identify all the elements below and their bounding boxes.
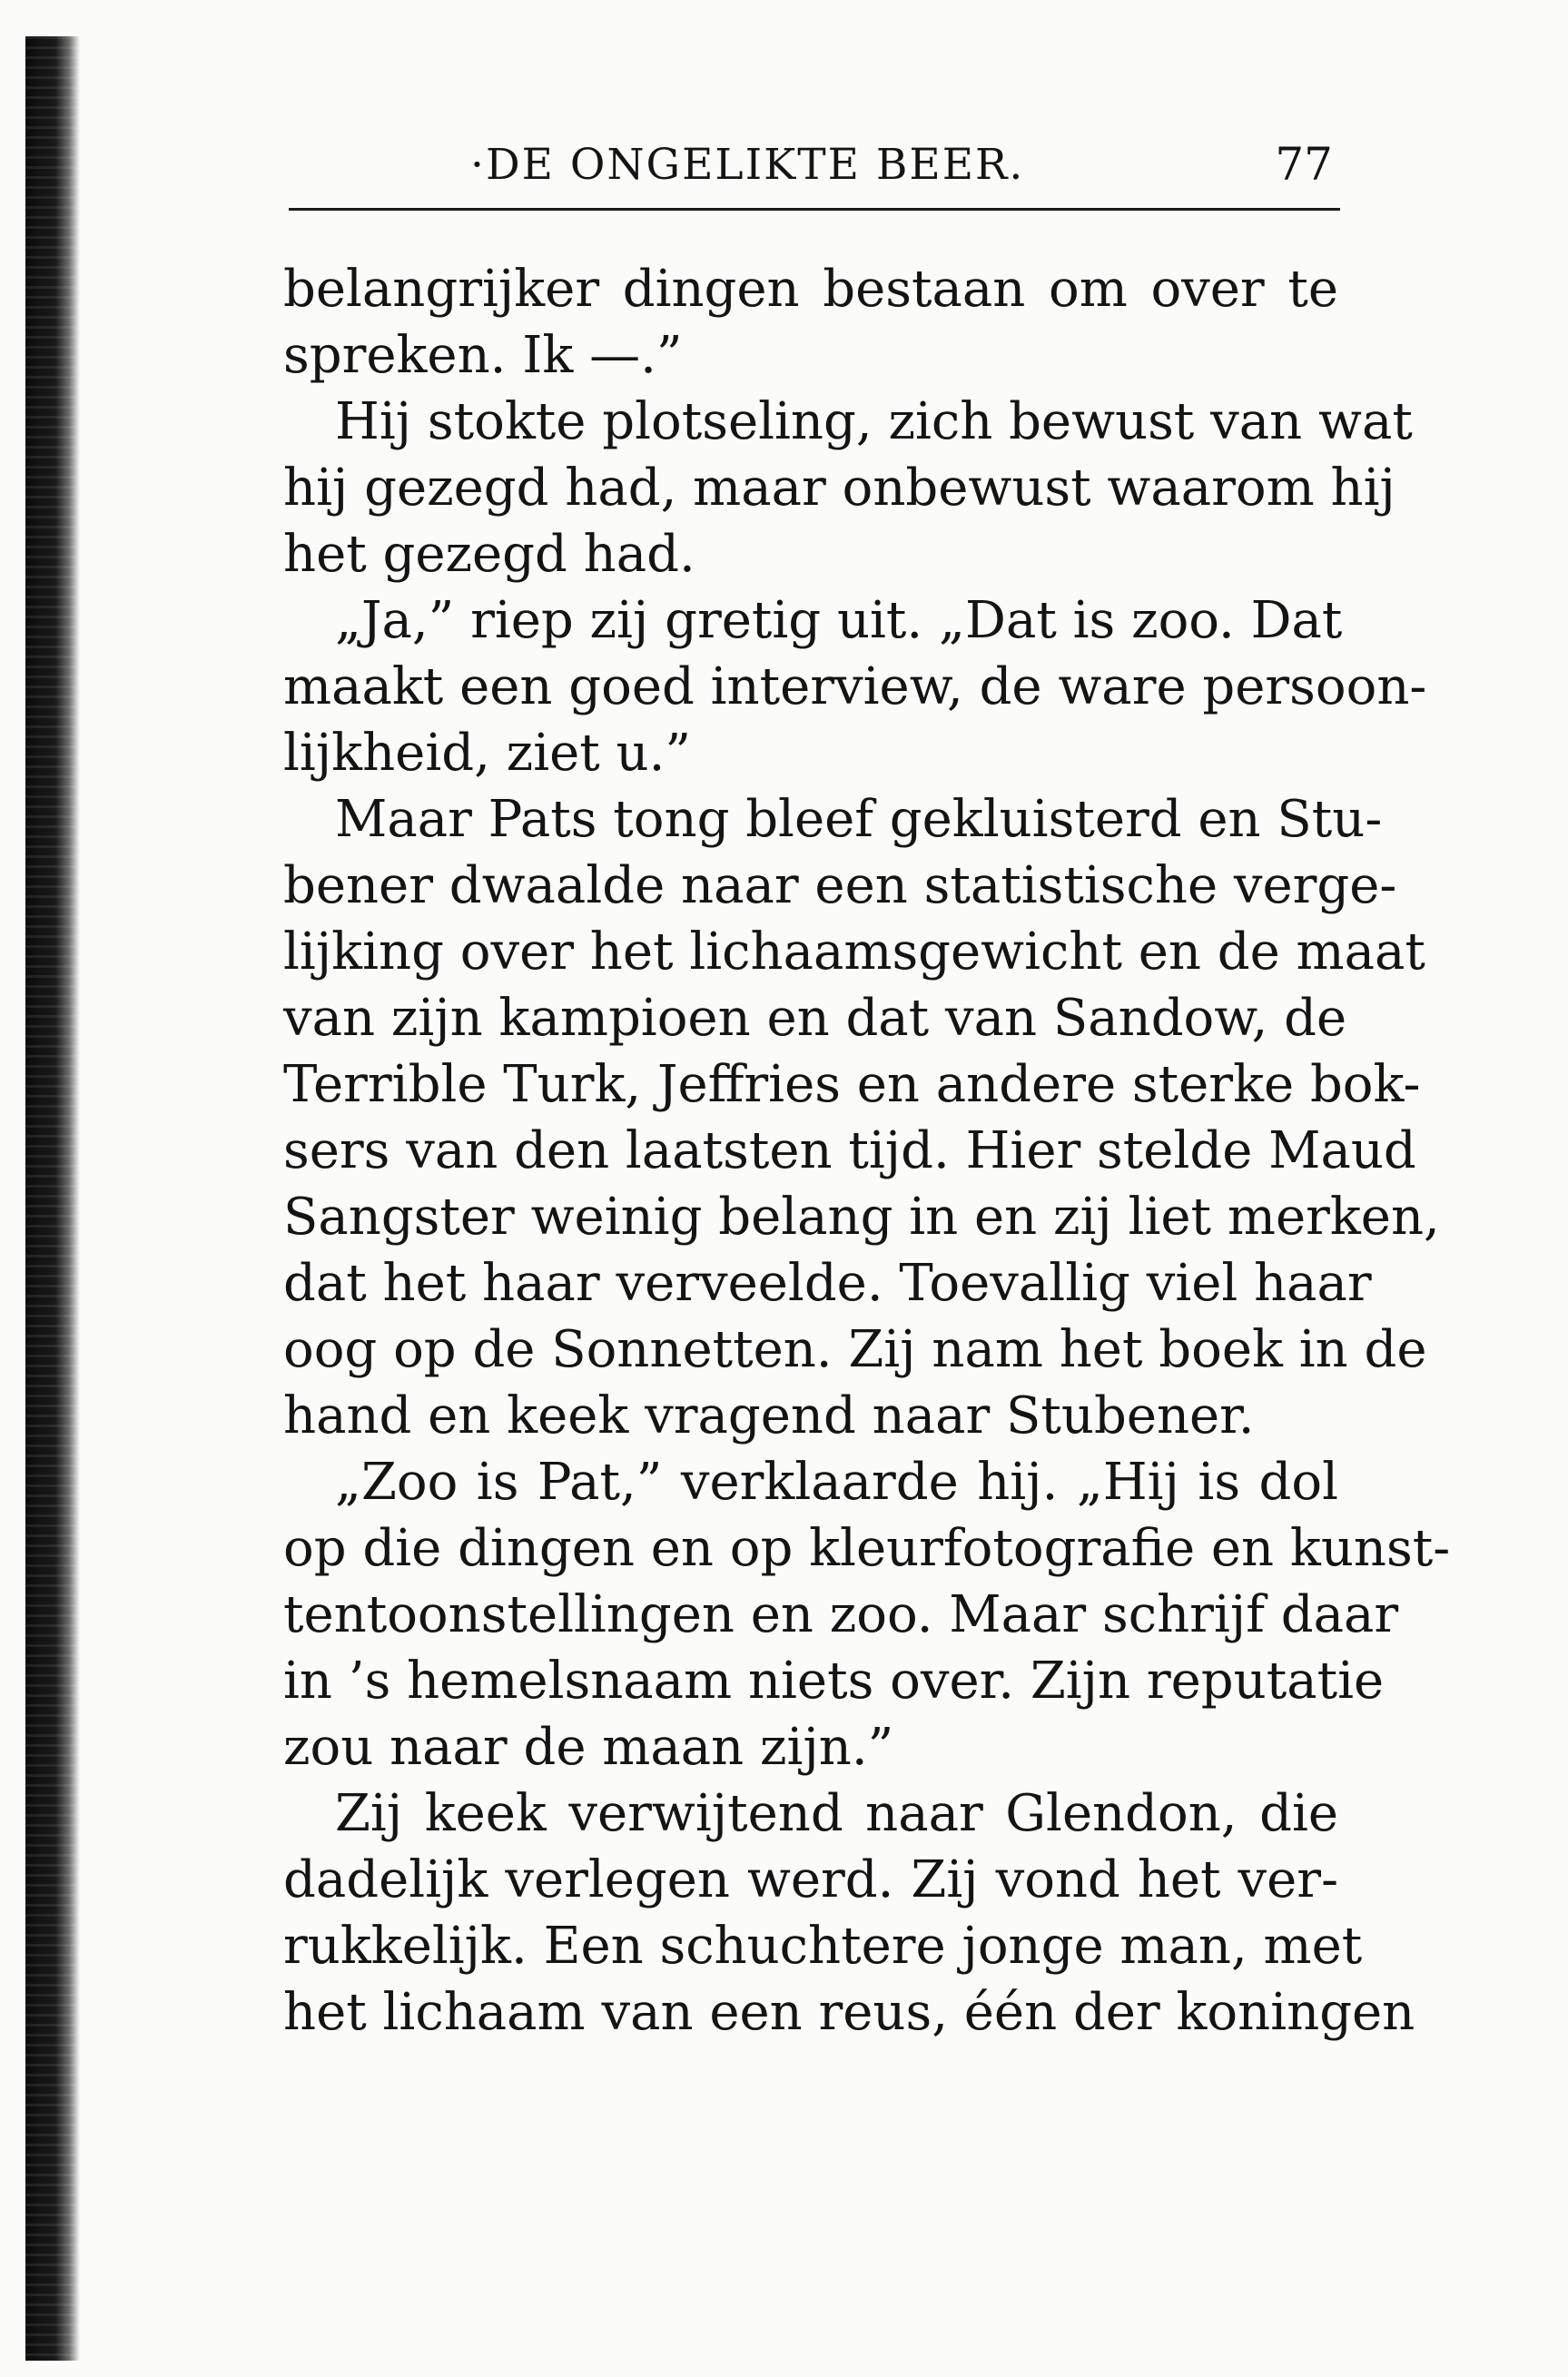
body-text — [283, 256, 1451, 2046]
text-line: „Zoo is Pat,” verklaarde hij. „Hij is dol — [335, 1453, 1338, 1512]
text-line: oog op de Sonnetten. Zij nam het boek in de — [283, 1320, 1427, 1379]
text-line: lijking over het lichaamsgewicht en de maat — [283, 922, 1425, 981]
header-rule — [289, 208, 1340, 211]
text-line: „Ja,” riep zij gretig uit. „Dat is zoo. Dat — [335, 591, 1343, 650]
running-title: ·DE ONGELIKTE BEER. — [470, 140, 1025, 190]
text-line: het lichaam van een reus, één der koningen — [283, 1983, 1415, 2042]
text-line: spreken. Ik —.” — [283, 326, 683, 385]
book-binding-edge — [25, 36, 80, 2361]
text-line: Hij stokte plotseling, zich bewust van wat — [335, 392, 1413, 451]
text-line: maakt een goed interview, de ware persoon- — [283, 657, 1427, 716]
text-line: Zij keek verwijtend naar Glendon, die — [335, 1784, 1338, 1843]
text-line: belangrijker dingen bestaan om over te — [283, 260, 1338, 319]
text-line: Maar Pats tong bleef gekluisterd en Stu- — [335, 790, 1383, 849]
text-line: het gezegd had. — [283, 525, 695, 584]
running-head — [283, 134, 1336, 207]
text-line: zou naar de maan zijn.” — [283, 1718, 894, 1777]
text-line: in ’s hemelsnaam niets over. Zijn reputatie — [283, 1652, 1385, 1711]
text-line: tentoonstellingen en zoo. Maar schrijf daar — [283, 1585, 1399, 1644]
text-line: Terrible Turk, Jeffries en andere sterke bok- — [283, 1055, 1421, 1114]
text-line: sers van den laatsten tijd. Hier stelde Maud — [283, 1121, 1416, 1180]
text-line: Sangster weinig belang in en zij liet merken, — [283, 1188, 1440, 1247]
text-line: van zijn kampioen en dat van Sandow, de — [283, 989, 1347, 1048]
text-line: rukkelijk. Een schuchtere jonge man, met — [283, 1917, 1363, 1976]
text-line: hand en keek vragend naar Stubener. — [283, 1386, 1255, 1445]
text-line: bener dwaalde naar een statistische verge- — [283, 856, 1397, 915]
text-line: op die dingen en op kleurfotografie en kunst- — [283, 1519, 1451, 1578]
text-line: hij gezegd had, maar onbewust waarom hij — [283, 459, 1395, 518]
page-number: 77 — [1275, 138, 1333, 191]
text-line: dat het haar verveelde. Toevallig viel haar — [283, 1254, 1372, 1313]
text-line: dadelijk verlegen werd. Zij vond het ver- — [283, 1850, 1338, 1909]
text-line: lijkheid, ziet u.” — [283, 724, 692, 783]
